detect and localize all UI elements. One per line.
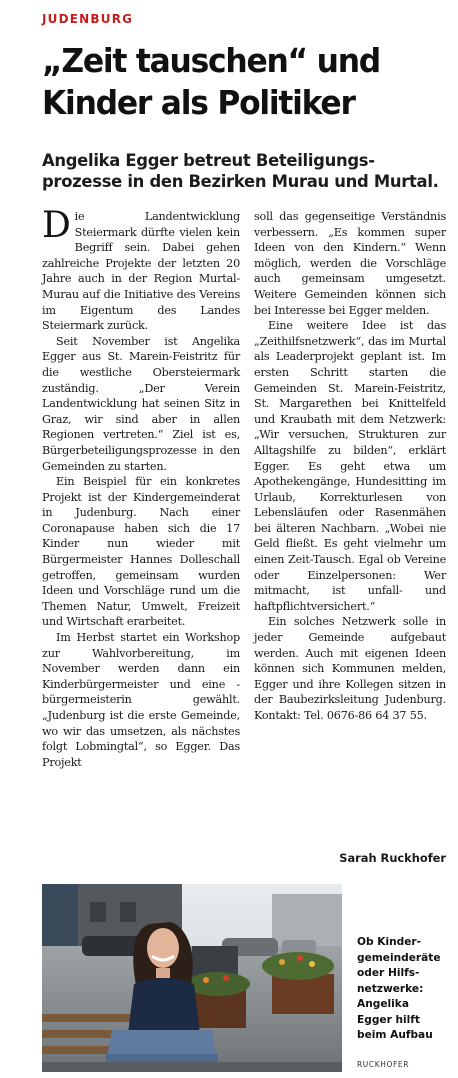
article-paragraph: Ein Beispiel für ein konkretes Projekt ist der Kindergemeinderat in Judenburg. Nach einer Coronapause haben sich die 17 Kinder nun wieder mit Bürgermeister Hannes Dolleschall getroffen, gemeinsam wurden Ideen und Vorschläge rund um die Themen Natur, Umwelt, Freizeit und Wirtschaft erarbeitet. <box>42 475 240 629</box>
article-column-2 <box>254 209 446 724</box>
article-paragraph: Im Herbst startet ein Workshop zur Wahlvorbereitung, im November werden dann ein Kinderbürgermeister und eine -bürgermeisterin gewählt. „Judenburg ist die erste Gemeinde, wo wir das umsetzen, als nächstes folgt Lobmingtal“, so Egger. Das Projekt <box>42 631 240 769</box>
byline: Sarah Ruckhofer <box>339 851 446 865</box>
article-paragraph: Seit November ist Angelika Egger aus St. Marein-Feistritz für die westliche Obersteiermark zuständig. „Der Verein Landentwicklung hat seinen Sitz in Graz, wir sind aber in allen Regionen vertreten.“ Ziel ist es, Bürgerbeteiligungsprozesse in den Gemeinden zu starten. <box>42 334 240 473</box>
article-paragraph: Ein solches Netzwerk solle in jeder Gemeinde aufgebaut werden. Auch mit eigenen Ideen können sich Kommunen melden, Egger und ihre Kollegen sitzen in der Baubezirksleitung Judenburg. Kontakt: Tel. 0676-86 64 37 55. <box>254 615 446 722</box>
caption-line: Egger hilft <box>357 1013 420 1026</box>
caption-line: beim Aufbau <box>357 1029 433 1041</box>
photo-credit: RUCKHOFER <box>357 1060 410 1069</box>
caption-line: netzwerke: <box>357 982 424 995</box>
caption-line: gemeinderäte <box>357 951 441 964</box>
headline-line: Kinder als Politiker <box>42 83 355 122</box>
caption-line: Angelika <box>357 998 409 1010</box>
drop-cap: D <box>42 205 71 246</box>
headline-line: „Zeit tauschen“ und <box>42 41 380 80</box>
subheadline <box>42 150 452 192</box>
headline <box>42 40 422 124</box>
article-paragraph: Eine weitere Idee ist das „Zeithilfsnetzwerk“, das im Murtal als Leaderprojekt geplant ist. Im ersten Schritt starten die Gemeinden St. Marein-Feistritz, St. Margarethen bei Knittelfeld und Kraubath mit dem Netzwerk: „Wir versuchen, Strukturen zur Alltagshilfe zu bilden“, erklärt Egger. Es geht etwa um Apothekengänge, Hundesitting im Urlaub, Korrekturlesen von Lebensläufen oder Rasenmähen bei älteren Nachbarn. „Wobei nie Geld fließt. Es geht vielmehr um einen Zeit-Tausch. Egal ob Vereine oder Einzelpersonen: Wer mitmacht, ist unfall- und haftpflichtversichert.“ <box>254 319 446 613</box>
subheadline-line: prozesse in den Bezirken Murau und Murtal. <box>42 172 439 191</box>
caption-line: oder Hilfs- <box>357 967 420 979</box>
subheadline-line: Angelika Egger betreut Beteiligungs- <box>42 151 375 170</box>
article-photo <box>42 884 342 1072</box>
photo-woman-on-bench <box>42 884 342 1072</box>
article-paragraph: soll das gegenseitige Verständnis verbessern. „Es kommen super Ideen von den Kindern.“ Wenn möglich, werden die Vorschläge auch gemeinsam umgesetzt. Weitere Gemeinden können sich bei Interesse bei Egger melden. <box>254 210 446 317</box>
paragraph-text: ie Landentwicklung Steiermark dürfte vielen kein Begriff sein. Dabei gehen zahlreiche Projekte der letzten 20 Jahre auch in der Region Murtal-Murau auf die Initiative des Vereins im Eigentum des Landes Steiermark zurück. <box>42 210 240 333</box>
kicker: JUDENBURG <box>42 12 134 26</box>
caption-line: Ob Kinder- <box>357 936 422 948</box>
article-paragraph <box>42 205 240 334</box>
photo-caption <box>357 935 452 1044</box>
article-column-1 <box>42 205 240 770</box>
